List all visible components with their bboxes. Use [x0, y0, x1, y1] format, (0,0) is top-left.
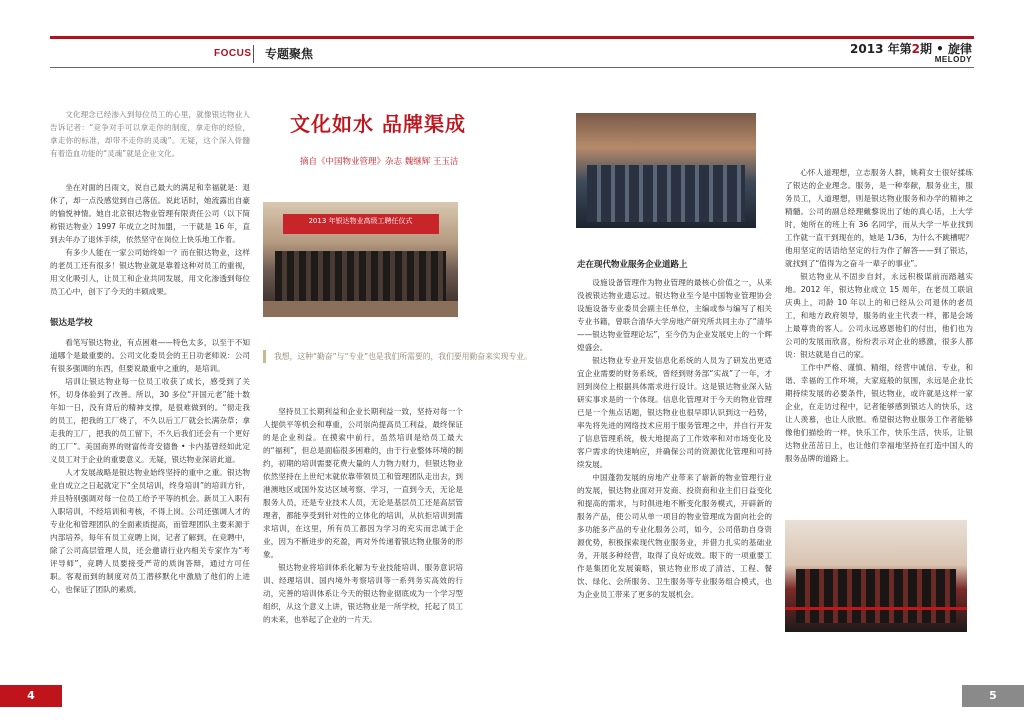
focus-label: FOCUS	[214, 48, 252, 59]
photo-rope	[785, 607, 967, 610]
page-number-right: 5	[962, 685, 1024, 707]
col4-paragraph: 银达物业从不固步自封，永远积极谋前而踏越实地。2012 年，银达物业成立 15 周年，在老员工联谊庆典上，司龄 10 年以上的和已经从公司退休的老员工，和地方政府领导，服务的业主代表一样，都是会场上最尊贵的客人。公司永远感恩他们的付出，他们也为公司的发展而欣喜，纷纷表示对企业的感激，很多人都说：银达就是自己的家。	[785, 272, 973, 359]
section-heading-school: 银达是学校	[50, 318, 93, 328]
magazine-name: MELODY	[934, 55, 972, 64]
intro-paragraph: 文化理念已经渗入到每位员工的心里，就像银达物业人告诉记者：“竞争对手可以拿走你的制度，拿走你的经验，拿走你的标准，却带不走你的灵魂”。无疑，这个深入骨髓有着造血功能的“灵魂”就是企业文化。	[50, 110, 250, 158]
col4-paragraph: 心怀人道理想，立志服务人群，姚莉女士很好揉练了银达的企业理念。服务，是一种奉献，服务业主，服务员工，人道理想，则是银达物业服务和办学的精神之精髓。公司的副总经理戴黎说出了她的真心话，上大学时，她所在的班上有 36 名同学，而从大学一毕业找到工作就一直干到现在的，她是 1/36，为什么不跳槽呢？他用坚定的话语给坚定的行为作了解答——到了银达，就找到了“值得为之奋斗一辈子的事业”。	[785, 168, 973, 268]
photo-banner: 2013 年银达物业高级工聘任仪式	[283, 214, 439, 235]
col3-paragraph: 设施设备管理作为物业管理的最核心价值之一，从来没被银达物业遗忘过。银达物业至今是中国物业管理协会设施设备专业委员会副主任单位，主编或参与编写了相关专业书籍，曾联合清华大学房地产研究所共同主办了“清华——银达物业管理论坛”，至今仍为企业发展史上的一个辉煌盛会。	[577, 278, 772, 352]
section-heading-modern: 走在现代物业服务企业道路上	[577, 260, 688, 270]
intro-block	[50, 108, 250, 160]
section-title: 专题聚焦	[265, 47, 314, 61]
header-rule-bottom	[50, 67, 974, 68]
issue-number: 2	[911, 42, 920, 56]
col1b-paragraph: 看笔写银达物业，有点困难——特色太多，以至于不知道哪个是最重要的。公司文化委员会的王日功老师说：公司有很多强调的东西，但要说最重中之重的，是培训。	[50, 338, 250, 373]
column-3	[577, 276, 772, 601]
page-number-left: 4	[0, 685, 62, 707]
photo-group	[796, 569, 956, 623]
col3-paragraph: 银达物业专业开发信息化系统的人员为了研发出更适宜企业需要的财务系统，曾经到财务部“实战”了一年，才回到岗位上根据具体需求进行设计。这是银达物业深入钻研实事求是的一个体现。信息化管理对于今天的物业管理已是一个焦点话题，银达物业也很早即认识到这一趋势，率先将先进的网络技术应用于服务管理之中，并自行开发了信息管理系统，极大地提高了工作效率和对市场变化及客户需求的快速响应，并确保公司的资源优化管理和可持续发展。	[577, 356, 772, 469]
column-4	[785, 166, 973, 465]
issue-prefix: 2013 年第	[850, 42, 912, 56]
col1b-paragraph: 培训让银达物业每一位员工收获了成长，感受到了关怀，切身体验到了改善。所以，30 多位“开国元老”能十数年如一日，没有背后的精神支撑，是很难做到的。“彻走我的员工，把我的工厂烧了，不久以后工厂就会长满杂草；拿走我的工厂，把我的员工留下，不久后我们还会有一个更好的工厂”。美国商界的财富传奇安德鲁 • 卡内基曾经如此定义员工对于企业的重要意义。无疑，银达物业深谙此道。	[50, 377, 250, 464]
col2-paragraph: 坚持员工长期利益和企业长期利益一致，坚持对每一个人提供平等机会和尊重，公司崇尚提高员工利益，最终保证的是企业利益。在摸索中前行，虽然培训是给员工最大的“福利”，但总是面临很多困难的，由于行业整体环境的制约，初期的培训需要花费大量的人力物力财力，但银达物业依然坚持在上世纪末就依靠带领员工和管理团队走出去，到港澳地区或国外发达区域考察、学习，一直到今天，无论是服务人员，还是专业技术人员，无论是基层员工还是高层管理者，都能享受到针对性的立体化的培训，从抗拒培训到需求培训，在这里，所有员工都因为学习的充实而忠诚于企业，因为不断进步的充盈，两对外传递着银达物业服务的形象。	[263, 407, 463, 559]
column-2	[263, 405, 463, 626]
header-separator	[253, 45, 254, 63]
forum-audience-photo	[576, 113, 756, 228]
pull-quote: 我想，这种“勤奋”与“专业”也是我们所需要的，我们要用勤奋来实现专业。	[263, 350, 539, 363]
article-byline: 摘自《中国物业管理》杂志 魏继辉 王玉洁	[300, 157, 459, 167]
col1b-paragraph: 人才发展战略是银达物业始终坚持的重中之重。银达物业自成立之日起就定下“全员培训，终身培训”的培训方针，并且特别强调对每一位员工给予平等的机会。新员工入职有入职培训，不经培训和考核，不得上岗。公司还强调人才的专业化和管理团队的全面素质提高，而管理团队主要来源于内部培养，每年有员工竞聘上岗，记者了解到，在竞聘中，除了公司高层管理人员，还会邀请行业内相关专家作为“考评导师”，竞聘人员要接受严苛的质询答辩，通过方可任职。客观而到的制度对员工潜移默化中激励了他们的上进心，也保证了团队的素质。	[50, 468, 250, 594]
col4-paragraph: 工作中严格、谨慎、精细，经营中诚信、专业，和谐、幸福的工作环境，大家庭般的氛围，永远是企业长期持续发展的必要条件，银达物业，或许就是这样一家企业，在走访过程中，记者能够感到银达人的快乐，这让人羡慕，也让人欣慰。希望银达物业服务工作者能够像他们描绘的一样，快乐工作，快乐生活，快乐，让银达物业茁茁日上，也让他们幸福地坚持在打造中国人的服务品牌的道路上。	[785, 363, 973, 463]
col1-paragraph: 有多少人能在一家公司始终如一？而在银达物业，这样的老员工还有很多！银达物业就是靠着这种对员工的重视，用文化吸引人，让员工和企业共同发展，用文化渗透到每位员工心中，创下了今天的丰硕成果。	[50, 248, 250, 296]
photo-audience	[587, 165, 745, 223]
photo-floor	[263, 301, 458, 317]
article-title: 文化如水 品牌渠成	[290, 112, 466, 136]
group-photo-ceremony	[263, 202, 458, 317]
col1-paragraph: 坐在对面的吕雨文，说自己最大的满足和幸福就是：退休了，却一点没感觉到自己落伍。说此话时，她流露出自豪的愉悦神情。她自北京银达物业管理有限责任公司（以下简称银达物业）1997 年成立之时加盟，一干就是 16 年，直到去年办了退休手续，依然坚守在岗位上快乐地工作着。	[50, 183, 250, 244]
col3-paragraph: 中国蓬勃发展的房地产业带来了崭新的物业管理行业的发展，银达物业面对开发商、投资商和业主们日益变化和提高的需求，与时俱进地不断变化服务模式，开辟新的服务产品，使公司从单一项目的物业管理成为面向社会的多功能多产品的专业化服务公司，如今，公司借助自身资源优势，积极探索现代物业服务业，并借力扎实的基础业务，开展多种经营，取得了良好成效。眼下的一项重要工作是集团化发展策略，银达物业形成了清洁、工程、餐饮、绿化、会所服务、卫生服务等专业服务组合模式，也为企业员工带来了更多的发展机会。	[577, 473, 772, 599]
header-rule-top	[50, 36, 974, 39]
issue-suffix: 期 • 旋律	[919, 42, 972, 56]
column-1	[50, 181, 250, 596]
col2-paragraph: 银达物业将培训体系化解为专业技能培训、服务意识培训、经理培训、国内境外考察培训等一系列务实高效的行动，完善的培训体系让今天的银达物业彻底成为一个学习型组织，从这个意义上讲，银达物业是一所学校，托起了员工的未来，也举起了企业的一片天。	[263, 563, 463, 624]
anniversary-group-photo	[785, 520, 967, 632]
photo-people	[275, 251, 447, 303]
